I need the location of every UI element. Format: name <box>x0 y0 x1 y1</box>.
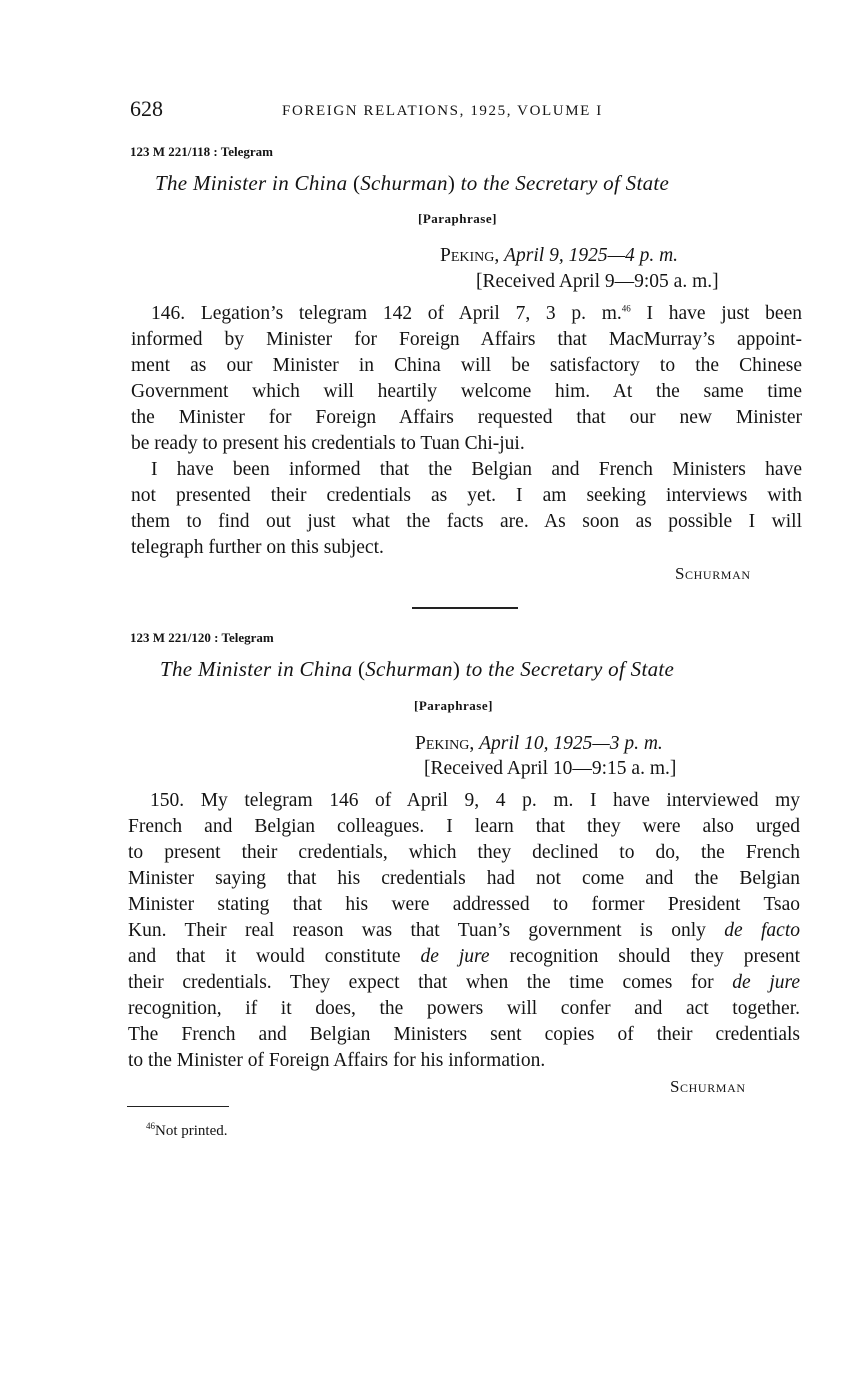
paraphrase-label: [Paraphrase] <box>418 211 497 226</box>
body-line: to present their credentials, which they declined to do, the French <box>128 842 800 863</box>
received-note: [Received April 10—9:15 a. m.] <box>424 758 677 779</box>
dateline <box>415 733 663 755</box>
body-line: Minister stating that his were addressed to former President Tsao <box>128 894 800 915</box>
footnote <box>146 1123 228 1140</box>
document-heading <box>160 657 780 682</box>
body-line: not presented their credentials as yet. I am seeking interviews with <box>131 485 802 506</box>
received-note: [Received April 9—9:05 a. m.] <box>476 271 719 292</box>
place-name: Peking, <box>415 733 475 754</box>
body-line <box>128 970 800 996</box>
body-line: informed by Minister for Foreign Affairs that MacMurray’s appoint- <box>131 329 802 350</box>
line-text: 146. Legation’s telegram 142 of April 7, 3 p. m. <box>151 303 622 324</box>
line-text: Kun. Their real reason was that Tuan’s government is only <box>128 920 706 941</box>
footnote-number: 46 <box>146 1121 155 1131</box>
heading-prefix: The Minister in China <box>160 657 358 681</box>
heading-paren-open: ( <box>357 657 366 681</box>
body-line: The French and Belgian Ministers sent copies of their credentials <box>128 1024 800 1045</box>
footnote-text: Not printed. <box>155 1123 228 1139</box>
body-line: the Minister for Foreign Affairs requested that our new Minister <box>131 407 802 428</box>
body-line: French and Belgian colleagues. I learn that they were also urged <box>128 816 800 837</box>
body-line <box>128 944 800 970</box>
heading-prefix: The Minister in China <box>155 171 353 195</box>
heading-paren-close: ) <box>447 171 456 195</box>
body-line: telegraph further on this subject. <box>131 537 384 558</box>
line-text: and that it would constitute <box>128 946 401 967</box>
heading-suffix: to the Secretary of State <box>455 171 670 195</box>
line-text: their credentials. They expect that when the time comes for <box>128 972 714 993</box>
document-heading <box>155 171 783 196</box>
heading-paren-open: ( <box>352 171 361 195</box>
footnote-mark: 46 <box>621 303 631 314</box>
body-line <box>128 918 800 944</box>
line-text: I have just been <box>646 303 802 324</box>
body-line: them to find out just what the facts are. As soon as possible I will <box>131 511 802 532</box>
body-line: Minister saying that his credentials had not come and the Belgian <box>128 868 800 889</box>
place-name: Peking, <box>440 245 500 266</box>
body-line: recognition, if it does, the powers will confer and act together. <box>128 998 800 1019</box>
italic-term: de jure <box>732 972 801 993</box>
file-reference: 123 M 221/120 : Telegram <box>130 630 274 645</box>
signature: Schurman <box>670 1077 746 1096</box>
body-line: be ready to present his credentials to Tuan Chi-jui. <box>131 433 525 454</box>
body-line: Government which will heartily welcome him. At the same time <box>131 381 802 402</box>
body-line: ment as our Minister in China will be satisfactory to the Chinese <box>131 355 802 376</box>
body-line: to the Minister of Foreign Affairs for his information. <box>128 1050 546 1071</box>
heading-paren-close: ) <box>452 657 461 681</box>
heading-name: Schurman <box>360 171 448 195</box>
body-line: 150. My telegram 146 of April 9, 4 p. m. I have interviewed my <box>150 790 800 811</box>
signature: Schurman <box>675 564 751 583</box>
body-line: I have been informed that the Belgian and French Ministers have <box>151 459 802 480</box>
running-head: FOREIGN RELATIONS, 1925, VOLUME I <box>282 103 603 119</box>
body-line <box>151 301 802 327</box>
heading-suffix: to the Secretary of State <box>460 657 675 681</box>
italic-term: de facto <box>724 920 800 941</box>
italic-term: de jure <box>420 946 490 967</box>
date-time: April 10, 1925—3 p. m. <box>479 733 663 754</box>
heading-name: Schurman <box>365 657 453 681</box>
dateline <box>440 245 678 267</box>
section-divider <box>412 607 518 609</box>
footnote-rule <box>127 1106 229 1107</box>
paraphrase-label: [Paraphrase] <box>414 698 493 713</box>
file-reference: 123 M 221/118 : Telegram <box>130 144 273 159</box>
line-text: recognition should they present <box>509 946 801 967</box>
page-number: 628 <box>130 96 163 121</box>
date-time: April 9, 1925—4 p. m. <box>504 245 679 266</box>
